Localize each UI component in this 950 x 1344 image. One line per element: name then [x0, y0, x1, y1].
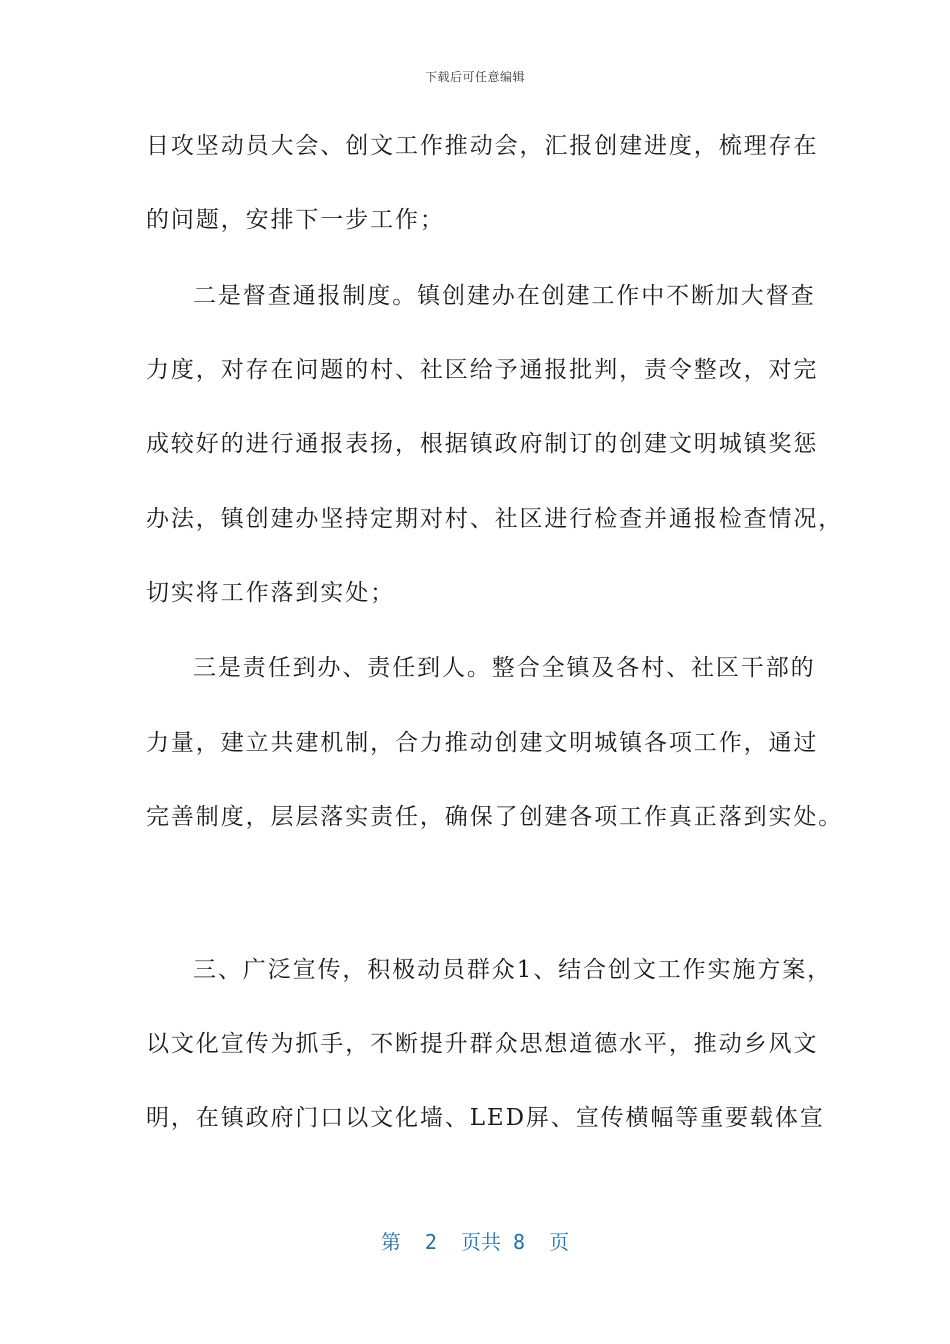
body-line: 办法，镇创建办坚持定期对村、社区进行检查并通报检查情况，: [146, 506, 844, 532]
body-line: 明，在镇政府门口以文化墙、LED屏、宣传横幅等重要载体宣: [146, 1105, 825, 1131]
body-line: 的问题，安排下一步工作；: [146, 207, 445, 233]
body-line: 以文化宣传为抓手，不断提升群众思想道德水平，推动乡风文: [146, 1031, 819, 1057]
body-line: 切实将工作落到实处；: [146, 580, 395, 606]
body-line: 二是督查通报制度。镇创建办在创建工作中不断加大督查: [193, 283, 816, 309]
body-line: 力度，对存在问题的村、社区给予通报批判，责令整改，对完: [146, 357, 819, 383]
body-line: 三是责任到办、责任到人。整合全镇及各村、社区干部的: [193, 655, 816, 681]
body-line: 日攻坚动员大会、创文工作推动会，汇报创建进度，梳理存在: [146, 133, 819, 159]
page-number: 第 2 页共 8 页: [380, 1230, 570, 1254]
body-line: 完善制度，层层落实责任，确保了创建各项工作真正落到实处。: [146, 804, 844, 830]
body-line: 力量，建立共建机制，合力推动创建文明城镇各项工作，通过: [146, 730, 819, 756]
header-note: 下载后可任意编辑: [424, 70, 525, 84]
body-line: 三、广泛宣传，积极动员群众1、结合创文工作实施方案，: [193, 957, 833, 983]
body-line: 成较好的进行通报表扬，根据镇政府制订的创建文明城镇奖惩: [146, 431, 819, 457]
